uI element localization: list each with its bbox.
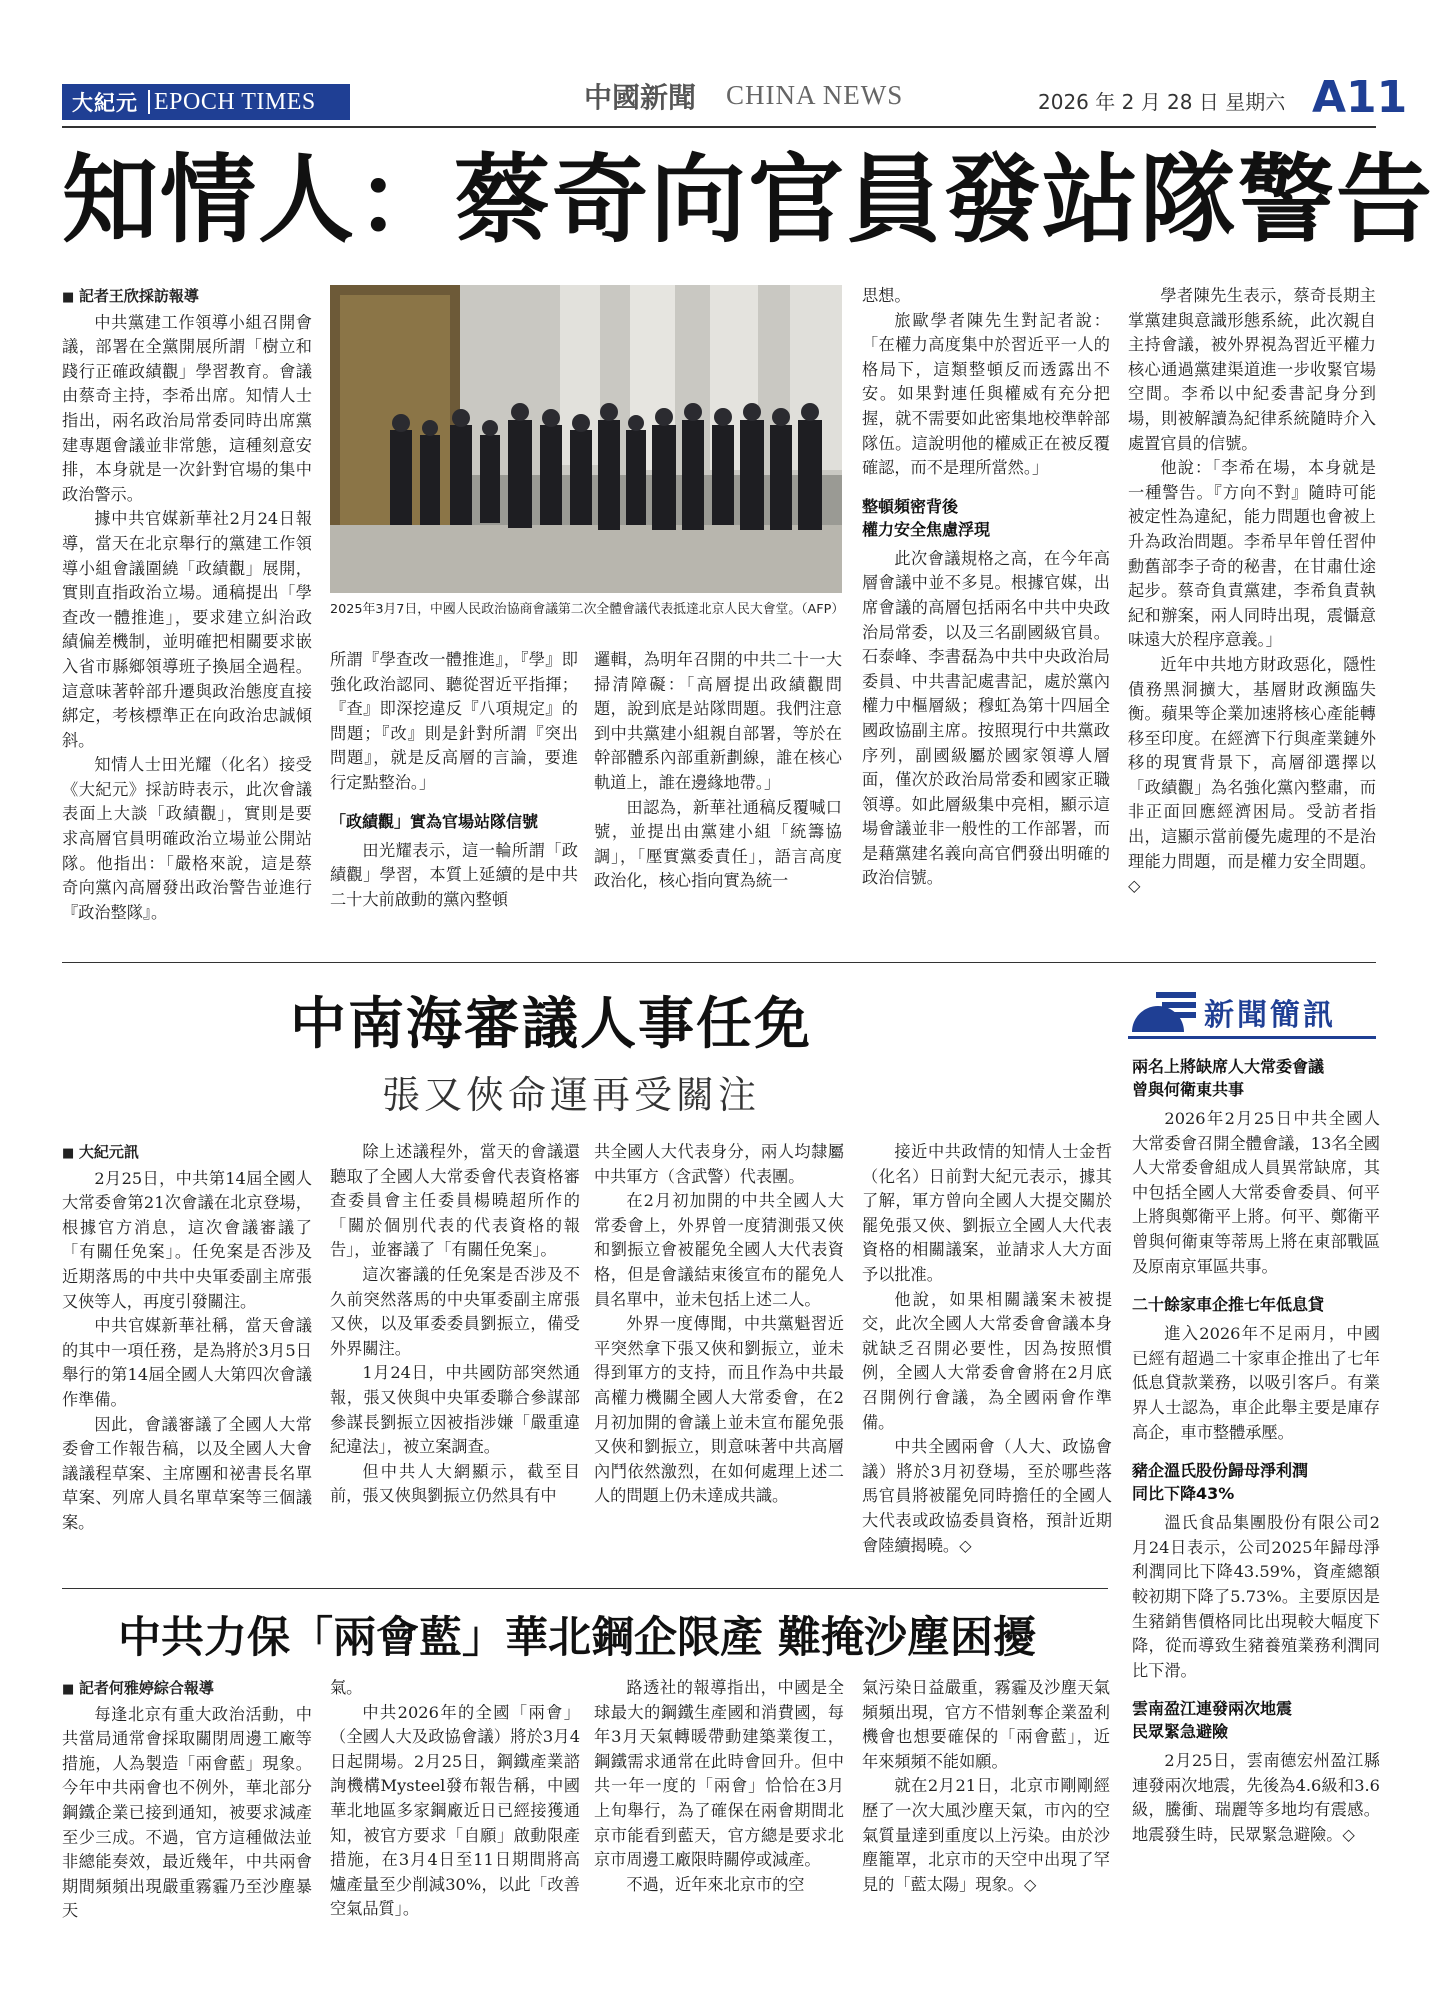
story1-column-5	[1128, 284, 1376, 899]
brief-heading: 兩名上將缺席人大常委會議 曾與何衛東共事	[1132, 1057, 1325, 1099]
story2-column-4	[862, 1140, 1112, 1558]
masthead-chinese: 大紀元	[72, 91, 138, 115]
paragraph: 此次會議規格之高，在今年高層會議中並不多見。根據官媒，出席會議的高層包括兩名中共中央政治局常委，以及三名副國級官員。石泰峰、李書磊為中共中央政治局委員、中共書記處書記，處於黨內權力中樞層級；穆虹為第十四屆全國政協副主席。按照現行中共黨政序列，副國級屬於國家領導人層面，僅次於政治局常委和國家正職領導。如此層級集中亮相，顯示這場會議並非一般性的工作部署，而是藉黨建名義向高官們發出明確的政治信號。	[862, 548, 1110, 888]
story3-column-2	[330, 1676, 580, 1922]
story-divider	[62, 962, 1376, 963]
brief-item	[1132, 1697, 1380, 1847]
paragraph: 邏輯，為明年召開的中共二十一大掃清障礙：「高層提出政績觀問題，說到底是站隊問題。我們注意到中共黨建小組親自部署，等於在幹部體系內部重新劃線，誰在核心軌道上，誰在邊緣地帶。」	[594, 650, 842, 792]
story1-column-4	[862, 284, 1110, 891]
paragraph: 1月24日，中共國防部突然通報，張又俠與中央軍委聯合參謀部參謀長劉振立因被指涉嫌「嚴重違紀違法」，被立案調查。	[330, 1363, 580, 1457]
main-headline: 知情人：蔡奇向官員發站隊警告	[62, 144, 1434, 256]
story2-column-3	[594, 1140, 844, 1509]
news-brief-title: 新聞簡訊	[1204, 998, 1336, 1033]
story1-byline: ■ 記者王欣採訪報導	[62, 284, 312, 311]
story2-column-2	[330, 1140, 580, 1509]
paragraph: 所謂『學查改一體推進』，『學』即強化政治認同、聽從習近平指揮；『查』即深挖違反『八項規定』的問題；『改』則是針對所謂『突出問題』，就是反高層的言論，要進行定點整治。」	[330, 650, 578, 792]
brief-body: 進入2026年不足兩月，中國已經有超過二十家車企推出了七年低息貸款業務，以吸引客戶。有業界人士認為，車企此舉主要是庫存高企，車市整體承壓。	[1132, 1324, 1380, 1442]
story2-subheadline: 張又俠命運再受關注	[382, 1073, 761, 1117]
news-photo	[330, 285, 842, 593]
masthead-english: EPOCH TIMES	[154, 88, 316, 115]
story3-headline: 中共力保「兩會藍」華北鋼企限產 難掩沙塵困擾	[118, 1613, 1036, 1663]
news-brief-list	[1132, 1055, 1380, 1862]
paragraph: 2月25日，中共第14屆全國人大常委會第21次會議在北京登場，根據官方消息，這次會議審議了「有關任免案」。任免案是否涉及近期落馬的中共中央軍委副主席張又俠等人，再度引發關注。	[62, 1168, 312, 1311]
story1-subheading-2: 整頓頻密背後 權力安全焦慮浮現	[862, 496, 991, 539]
brief-heading: 雲南盈江連發兩次地震 民眾緊急避險	[1132, 1699, 1293, 1742]
story1-column-2	[330, 648, 578, 912]
paragraph: 但中共人大網顯示，截至目前，張又俠與劉振立仍然具有中	[330, 1461, 580, 1506]
brief-heading: 豬企溫氏股份歸母淨利潤 同比下降43%	[1132, 1461, 1309, 1504]
brief-item	[1132, 1055, 1380, 1279]
brief-item	[1132, 1459, 1380, 1683]
brief-body: 2026年2月25日中共全國人大常委會召開全體會議，13名全國人大常委會組成人員異常缺席，其中包括全國人大常委會委員、何平上將與鄭衛平上將。何平、鄭衛平曾與何衛東等蒂馬上將在東部戰區及原南京軍區共事。	[1132, 1109, 1380, 1276]
paragraph: 田光耀表示，這一輪所謂「政績觀」學習，本質上延續的是中共二十大前啟動的黨內整頓	[330, 840, 578, 909]
paragraph: 除上述議程外，當天的會議還聽取了全國人大常委會代表資格審查委員會主任委員楊曉超所作的「關於個別代表的代表資格的報告」，並審議了「有關任免案」。	[330, 1142, 580, 1260]
paragraph: 旅歐學者陳先生對記者說：「在權力高度集中於習近平一人的格局下，這類整頓反而透露出不安。如果對連任與權威有充分把握，就不需要如此密集地校準幹部隊伍。這說明他的權威正在被反覆確認，而不是理所當然。」	[862, 310, 1110, 478]
masthead-logo	[62, 84, 350, 120]
paragraph: 思想。	[862, 286, 911, 305]
paragraph: 不過，近年來北京市的空	[626, 1874, 805, 1894]
paragraph: 路透社的報導指出，中國是全球最大的鋼鐵生產國和消費國，每年3月天氣轉暖帶動建築業復工，鋼鐵需求通常在此時會回升。但中共一年一度的「兩會」恰恰在3月上旬舉行，為了確保在兩會期間北京市能看到藍天，官方總是要求北京市周邊工廠限時關停或減產。	[594, 1678, 844, 1870]
brief-body: 2月25日，雲南德宏州盈江縣連發兩次地震，先後為4.6級和3.6級，騰衝、瑞麗等多地均有震感。地震發生時，民眾緊急避險。◇	[1132, 1751, 1380, 1845]
section-title-english: CHINA NEWS	[726, 80, 904, 110]
paragraph: 就在2月21日，北京市剛剛經歷了一次大風沙塵天氣，市內的空氣質量達到重度以上污染。由於沙塵籠罩，北京市的天空中出現了罕見的「藍太陽」現象。◇	[862, 1776, 1110, 1894]
paragraph: 中共2026年的全國「兩會」（全國人大及政協會議）將於3月4日起開場。2月25日，鋼鐵產業諮詢機構Mysteel發布報告稱，中國華北地區多家鋼廠近日已經接獲通知，被官方要求「自願」啟動限產措施，在3月4日至11日期間將高爐產量至少削減30%，以此「改善空氣品質」。	[330, 1702, 580, 1919]
brief-item	[1132, 1293, 1380, 1445]
story1-column-3	[594, 648, 842, 894]
paragraph: 接近中共政情的知情人士金哲（化名）日前對大紀元表示，據其了解，軍方曾向全國人大提交關於罷免張又俠、劉振立全國人大代表資格的相關議案，並請求人大方面予以批准。	[862, 1142, 1112, 1284]
paragraph: 每逢北京有重大政治活動，中共當局通常會採取關閉周邊工廠等措施，人為製造「兩會藍」現象。今年中共兩會也不例外，華北部分鋼鐵企業已接到通知，被要求減產至少三成。不過，官方這種做法並非總能奏效，最近幾年，中共兩會期間頻頻出現嚴重霧霾乃至沙塵暴天	[62, 1704, 312, 1921]
paragraph: 中共黨建工作領導小組召開會議，部署在全黨開展所謂「樹立和踐行正確政績觀」學習教育。會議由蔡奇主持，李希出席。知情人士指出，兩名政治局常委同時出席黨建專題會議並非常態，這種刻意安排，本身就是一次針對官場的集中政治警示。	[62, 312, 312, 504]
story1-column-1	[62, 284, 312, 925]
story1-subheading-1: 「政績觀」實為官場站隊信號	[330, 811, 539, 831]
paragraph: 中共全國兩會（人大、政協會議）將於3月初登場，至於哪些落馬官員將被罷免同時擔任的全國人大代表或政協委員資格，預計近期會陸續揭曉。◇	[862, 1437, 1112, 1555]
story3-byline: ■ 記者何雅婷綜合報導	[62, 1676, 312, 1703]
story-divider	[62, 1588, 1108, 1589]
masthead-divider	[148, 90, 150, 114]
paragraph: 氣。	[330, 1678, 363, 1697]
story3-column-3	[594, 1676, 844, 1897]
paragraph: 外界一度傳聞，中共黨魁習近平突然拿下張又俠和劉振立，並未得到軍方的支持，而且作為中共最高權力機關全國人大常委會，在2月初加開的會議上並未宣布罷免張又俠和劉振立，則意味著中共高層內鬥依然激烈，在如何處理上述二人的問題上仍未達成共識。	[594, 1314, 844, 1506]
brief-heading: 二十餘家車企推七年低息貸	[1132, 1295, 1325, 1315]
photo-caption: 2025年3月7日，中國人民政治協商會議第二次全體會議代表抵達北京人民大會堂。（AFP）	[330, 602, 845, 617]
paragraph: 在2月初加開的中共全國人大常委會上，外界曾一度猜測張又俠和劉振立會被罷免全國人大代表資格，但是會議結束後宣布的罷免人員名單中，並未包括上述二人。	[594, 1191, 844, 1309]
story2-byline: ■ 大紀元訊	[62, 1140, 312, 1167]
paragraph: 共全國人大代表身分，兩人均隸屬中共軍方（含武警）代表團。	[594, 1142, 844, 1186]
story3-column-4	[862, 1676, 1110, 1897]
paragraph: 據中共官媒新華社2月24日報導，當天在北京舉行的黨建工作領導小組會議圍繞「政績觀」展開，實則直指政治立場。通稿提出「學查改一體推進」，要求建立糾治政績偏差機制，並明確把相關要求嵌入省市縣鄉領導班子換屆全過程。這意味著幹部升遷與政治態度直接綁定，考核標準正在向政治忠誠傾斜。	[62, 509, 312, 750]
header-rule	[62, 126, 1376, 128]
paragraph: 田認為，新華社通稿反覆喊口號，並提出由黨建小組「統籌協調」，「壓實黨委責任」，語言高度政治化，核心指向實為統一	[594, 797, 842, 891]
paragraph: 氣污染日益嚴重，霧霾及沙塵天氣頻頻出現，官方不惜剝奪企業盈利機會也想要確保的「兩會藍」，近年來頻頻不能如願。	[862, 1678, 1110, 1771]
paragraph: 他說：「李希在場，本身就是一種警告。『方向不對』隨時可能被定性為違紀，能力問題也會被上升為政治問題。李希早年曾任習仲勳舊部李子奇的秘書，在甘肅仕途起步。蔡奇負責黨建，李希負責執紀和辦案，兩人同時出現，震懾意味遠大於程序意義。」	[1128, 458, 1376, 650]
paragraph: 學者陳先生表示，蔡奇長期主掌黨建與意識形態系統，此次親自主持會議，被外界視為習近平權力核心通過黨建渠道進一步收緊官場空間。李希以中紀委書記身分到場，則被解讀為紀律系統隨時介入處置官員的信號。	[1128, 286, 1376, 453]
dateline: 2026 年 2 月 28 日 星期六	[1038, 90, 1286, 114]
paragraph: 他說，如果相關議案未被提交，此次全國人大常委會會議本身就缺乏召開必要性，因為按照慣例，全國人大常委會會將在2月底召開例行會議，為全國兩會作準備。	[862, 1289, 1112, 1432]
page-number: A11	[1312, 72, 1408, 123]
paragraph: 這次審議的任免案是否涉及不久前突然落馬的中央軍委副主席張又俠，以及軍委委員劉振立，備受外界關注。	[330, 1264, 580, 1358]
story2-headline: 中南海審議人事任免	[290, 992, 812, 1057]
paragraph: 因此，會議審議了全國人大常委會工作報告稿，以及全國人大會議議程草案、主席團和祕書長名單草案、列席人員名單草案等三個議案。	[62, 1414, 312, 1532]
story2-column-1	[62, 1140, 312, 1536]
paragraph: 中共官媒新華社稱，當天會議的其中一項任務，是為將於3月5日舉行的第14屆全國人大第四次會議作準備。	[62, 1316, 312, 1409]
section-title-chinese: 中國新聞	[584, 81, 697, 114]
story3-column-1	[62, 1676, 312, 1924]
paragraph: 近年中共地方財政惡化，隱性債務黑洞擴大，基層財政瀕臨失衡。蘋果等企業加速將核心產能轉移至印度。在經濟下行與產業鏈外移的現實背景下，高層卻選擇以「政績觀」為名強化黨內整肅，而非正面回應經濟困局。受訪者指出，這顯示當前優先處理的不是治理能力問題，而是權力安全問題。◇	[1128, 654, 1376, 896]
paragraph: 知情人士田光耀（化名）接受《大紀元》採訪時表示，此次會議表面上大談「政績觀」，實則是要求高層官員明確政治立場並公開站隊。他指出：「嚴格來說，這是蔡奇向黨內高層發出政治警告並進行『政治整隊』。	[62, 755, 312, 922]
photo-great-hall-delegates	[330, 285, 842, 593]
brief-body: 溫氏食品集團股份有限公司2月24日表示，公司2025年歸母淨利潤同比下降43.59%，資產總額較初期下降了5.73%。主要原因是生豬銷售價格同比出現較大幅度下降，從而導致生豬養殖業務利潤同比下滑。	[1132, 1513, 1380, 1680]
